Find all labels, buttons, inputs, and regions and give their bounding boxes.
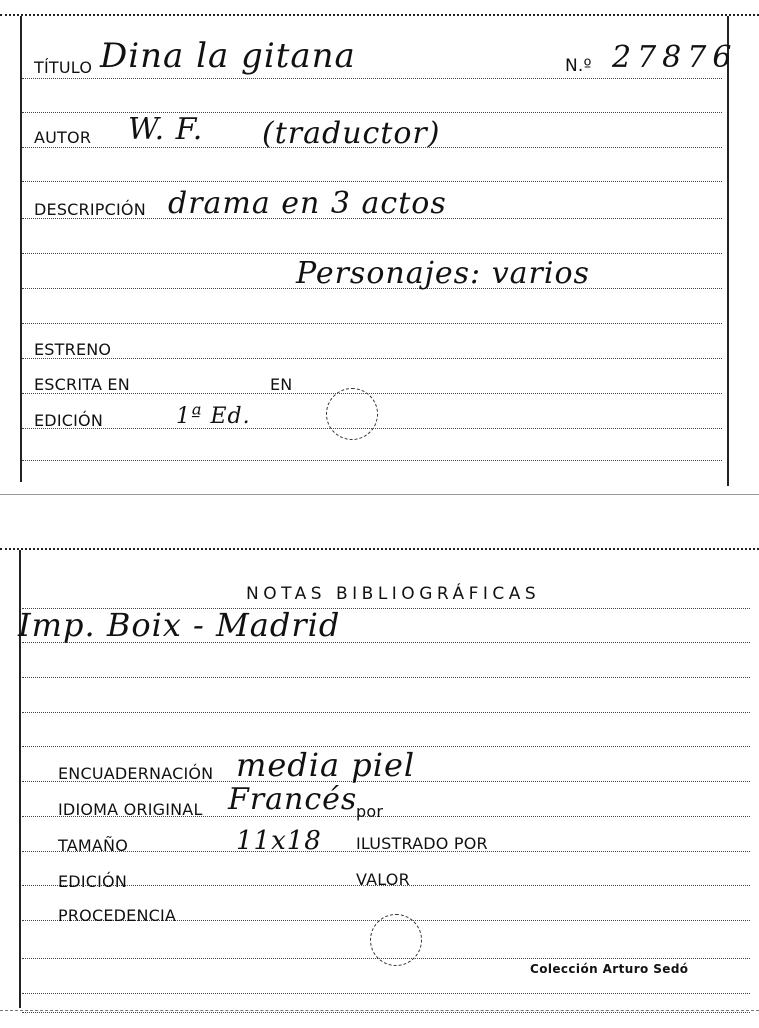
ruled-line [22, 78, 722, 79]
personajes-value: Personajes: varios [296, 256, 590, 291]
card-top-edge [0, 14, 759, 22]
estreno-label: ESTRENO [34, 340, 112, 359]
note-line-1: Imp. Boix - Madrid [18, 606, 341, 644]
escrita-en-label: ESCRITA EN [34, 375, 130, 394]
right-margin-line [727, 16, 729, 486]
procedencia-label: PROCEDENCIA [58, 906, 177, 925]
ruled-line [22, 358, 722, 359]
left-margin-line [20, 16, 22, 482]
numero-value: 27876 [612, 40, 738, 75]
edicion-value: 1ª Ed. [176, 404, 251, 429]
card-bottom-edge [0, 1010, 759, 1011]
por-label: por [356, 802, 384, 821]
titulo-value: Dina la gitana [100, 36, 356, 76]
descripcion-value: drama en 3 actos [168, 186, 447, 221]
titulo-label: TÍTULO [34, 58, 93, 77]
ruled-line [22, 677, 750, 678]
ruled-line [22, 712, 750, 713]
ruled-line [22, 181, 722, 182]
collection-credit: Colección Arturo Sedó [530, 962, 689, 976]
notas-heading: NOTAS BIBLIOGRÁFICAS [246, 584, 541, 604]
autor-value: W. F. [128, 112, 204, 147]
en-label: EN [270, 375, 293, 394]
encuadernacion-value: media piel [236, 746, 416, 784]
autor-label: AUTOR [34, 128, 92, 147]
tamano-label: TAMAÑO [58, 836, 128, 855]
autor-note: (traductor) [262, 116, 441, 151]
ruled-line [22, 112, 722, 113]
idioma-label: IDIOMA ORIGINAL [58, 800, 203, 819]
punch-hole [370, 914, 422, 966]
edicion-back-label: EDICIÓN [58, 872, 128, 891]
punch-hole [326, 388, 378, 440]
card-separator [0, 494, 759, 495]
card-top-edge [0, 548, 759, 556]
ruled-line [22, 460, 722, 461]
ruled-line [22, 993, 750, 994]
tamano-value: 11x18 [236, 826, 322, 856]
ruled-line [22, 253, 722, 254]
catalog-card-front [0, 0, 759, 495]
valor-label: VALOR [356, 870, 410, 889]
descripcion-label: DESCRIPCIÓN [34, 200, 146, 219]
ilustrado-label: ILUSTRADO POR [356, 834, 488, 853]
ruled-line [22, 1012, 750, 1013]
numero-label: N.º [565, 56, 592, 76]
edicion-label: EDICIÓN [34, 411, 104, 430]
encuadernacion-label: ENCUADERNACIÓN [58, 764, 214, 783]
idioma-value: Francés [228, 782, 358, 817]
ruled-line [22, 323, 722, 324]
